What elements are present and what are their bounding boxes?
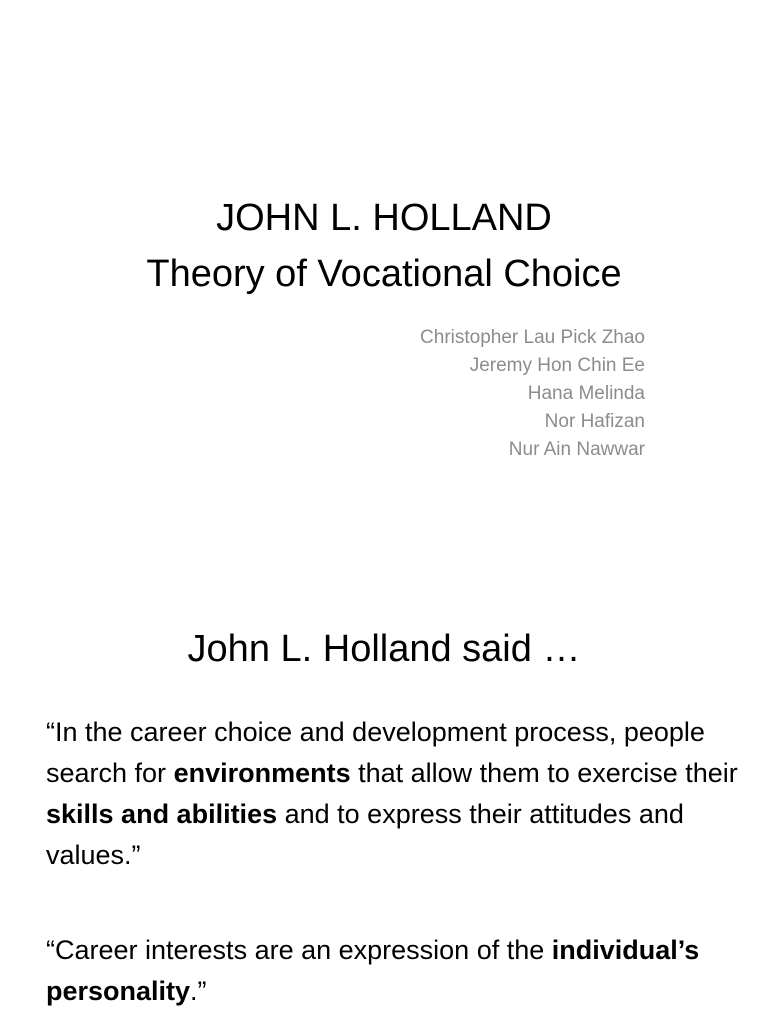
author-list	[245, 324, 645, 464]
quote-text: that allow them to exercise their	[350, 758, 738, 788]
quote-slide	[0, 590, 768, 1024]
quote-emphasis: individual’s personality	[46, 935, 700, 1006]
quote-paragraph	[46, 712, 746, 876]
author-name: Jeremy Hon Chin Ee	[469, 355, 645, 376]
author-name: Christopher Lau Pick Zhao	[420, 327, 645, 348]
slide-title	[0, 190, 768, 302]
quote-emphasis: skills and abilities	[46, 799, 278, 829]
quote-emphasis: environments	[173, 758, 351, 788]
author-name: Nor Hafizan	[544, 411, 645, 432]
quote-text: “Career interests are an expression of the	[46, 935, 552, 965]
quote-text: .”	[190, 976, 207, 1006]
title-line-subtitle: Theory of Vocational Choice	[146, 253, 622, 295]
author-name: Nur Ain Nawwar	[508, 439, 645, 460]
author-name: Hana Melinda	[527, 383, 645, 404]
slide-heading: John L. Holland said …	[187, 628, 581, 670]
title-line-name: JOHN L. HOLLAND	[216, 197, 552, 239]
quote-paragraph	[46, 930, 746, 1012]
quote-text: “In the career choice and development process, people search for	[46, 717, 705, 788]
quote-text: and to express their attitudes and values.”	[46, 799, 684, 870]
